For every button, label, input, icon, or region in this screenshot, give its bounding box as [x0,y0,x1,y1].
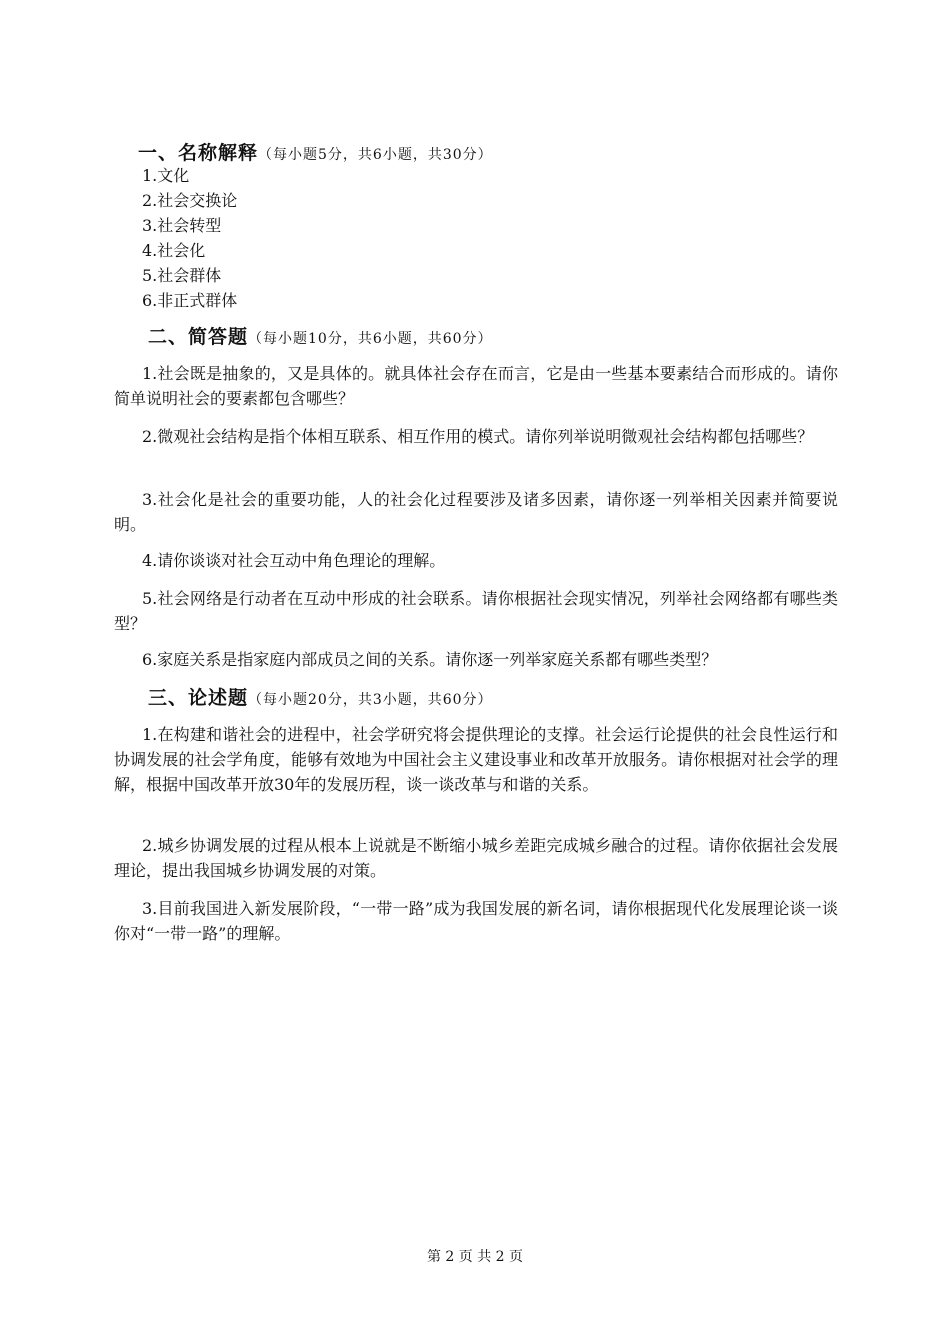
question-item: 2.微观社会结构是指个体相互联系、相互作用的模式。请你列举说明微观社会结构都包括哪些？ [142,427,814,446]
question-item: 3.社会化是社会的重要功能，人的社会化过程要涉及诸多因素，请你逐一列举相关因素并简要说明。 [114,490,838,534]
term-item: 1.文化 [142,166,190,185]
section-heading-short-answer [148,322,493,349]
question-item: 5.社会网络是行动者在互动中形成的社会联系。请你根据社会现实情况，列举社会网络都有哪些类型？ [114,589,838,633]
question-item: 6.家庭关系是指家庭内部成员之间的关系。请你逐一列举家庭关系都有哪些类型？ [142,650,718,669]
section-scoring-note: （每小题5分，共6小题，共30分） [258,147,493,163]
question-item: 3.目前我国进入新发展阶段，“一带一路”成为我国发展的新名词，请你根据现代化发展理论谈一谈你对“一带一路”的理解。 [114,899,838,943]
section-title: 一、名称解释 [138,142,259,164]
section-scoring-note: （每小题10分，共6小题，共60分） [248,331,493,347]
term-item: 4.社会化 [142,241,206,260]
term-item: 5.社会群体 [142,266,222,285]
question-item: 1.在构建和谐社会的进程中，社会学研究将会提供理论的支撑。社会运行论提供的社会良性运行和协调发展的社会学角度，能够有效地为中国社会主义建设事业和改革开放服务。请你根据对社会学的理解，根据中国改革开放30年的发展历程，谈一谈改革与和谐的关系。 [114,725,838,794]
question-item: 4.请你谈谈对社会互动中角色理论的理解。 [142,551,446,570]
section-title: 二、简答题 [148,326,249,348]
term-item: 2.社会交换论 [142,191,238,210]
question-item: 1.社会既是抽象的，又是具体的。就具体社会存在而言，它是由一些基本要素结合而形成的。请你简单说明社会的要素都包含哪些？ [114,364,838,408]
term-list [142,163,237,313]
question-item: 2.城乡协调发展的过程从根本上说就是不断缩小城乡差距完成城乡融合的过程。请你依据社会发展理论，提出我国城乡协调发展的对策。 [114,836,838,880]
section-heading-definitions [138,138,493,165]
section-title: 三、论述题 [148,687,249,709]
page-number: 第 2 页 共 2 页 [426,1249,524,1265]
term-item: 3.社会转型 [142,216,222,235]
section-scoring-note: （每小题20分，共3小题，共60分） [248,692,493,708]
section-heading-essay [148,683,493,710]
term-item: 6.非正式群体 [142,291,238,310]
